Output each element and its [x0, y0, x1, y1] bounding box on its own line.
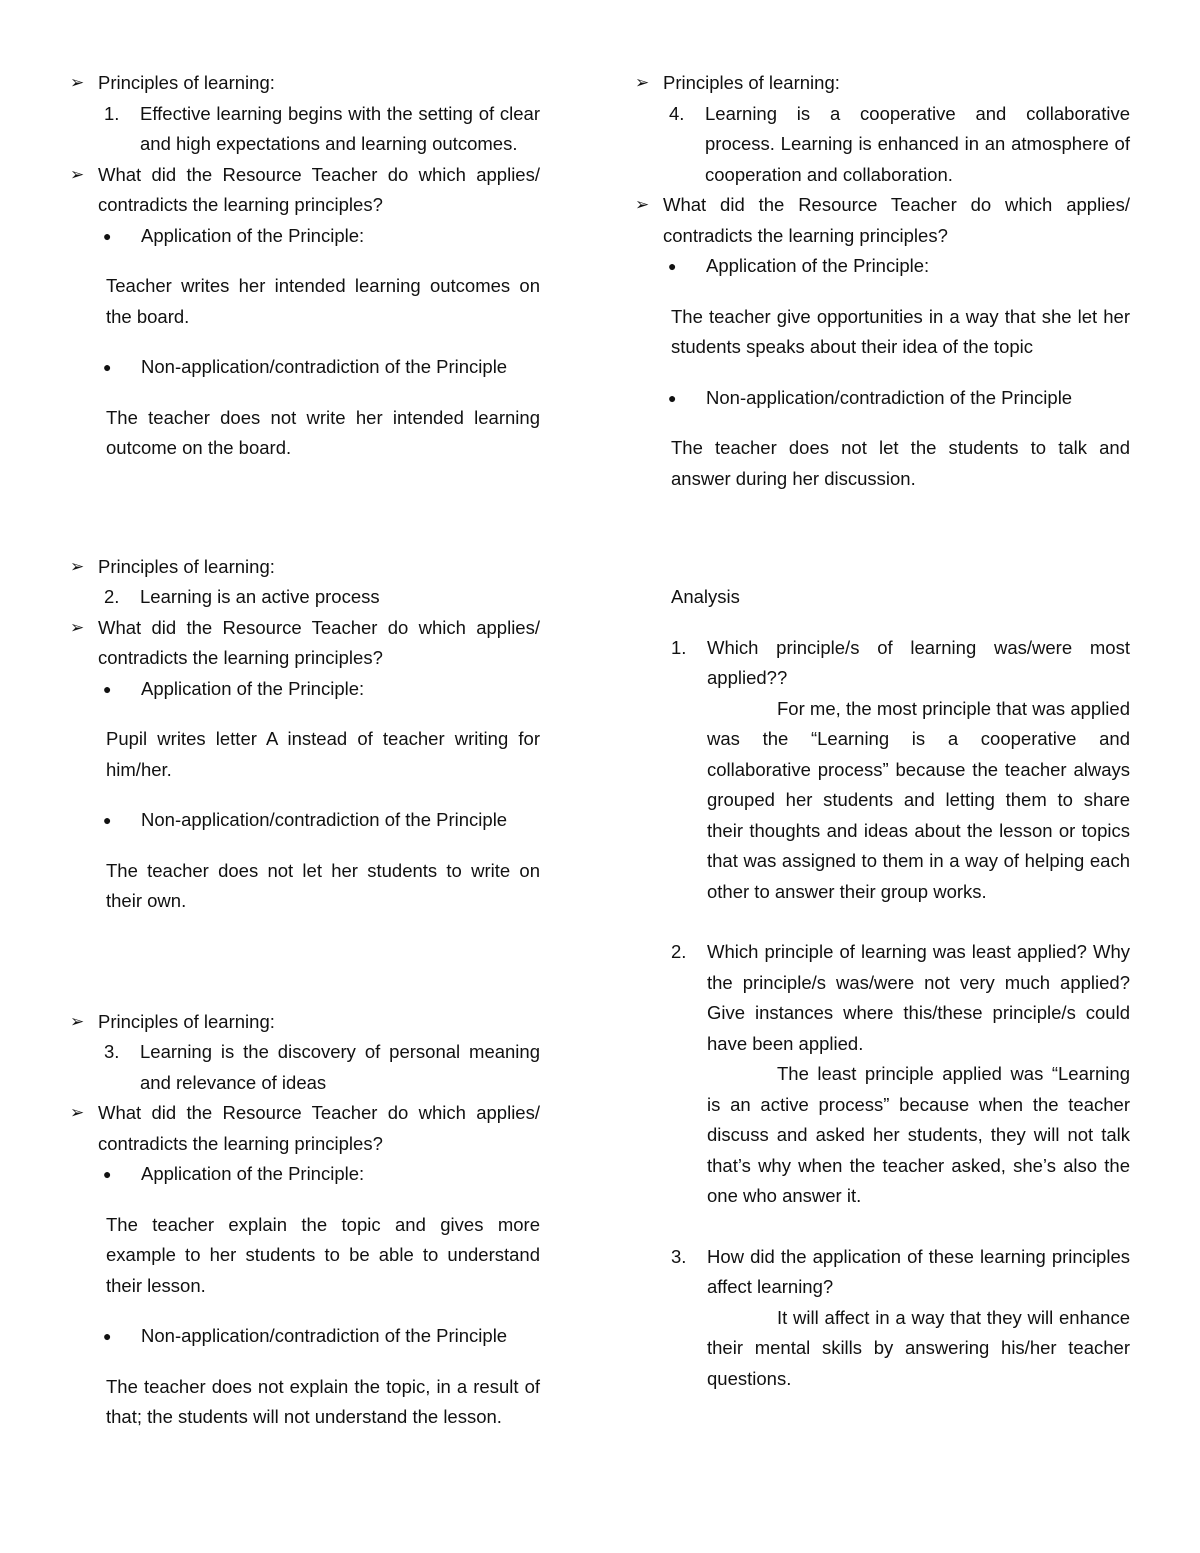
analysis-item-1	[635, 633, 1130, 908]
arrow-bullet-icon: ➢	[70, 1103, 85, 1122]
application-label-row	[70, 674, 540, 705]
principle-heading: Principles of learning:	[663, 72, 840, 93]
principle-text: Learning is the discovery of personal meaning and relevance of ideas	[140, 1041, 540, 1093]
question-text: What did the Resource Teacher do which applies/ contradicts the learning principles?	[663, 194, 1130, 246]
principle-number: 4.	[669, 102, 685, 124]
analysis-question: Which principle/s of learning was/were most applied??	[707, 636, 1130, 688]
principle-text: Learning is a cooperative and collaborative process. Learning is enhanced in an atmosphere of cooperation and collaboration.	[705, 102, 1130, 185]
principle-heading: Principles of learning:	[98, 1010, 275, 1032]
question-row	[70, 160, 540, 221]
non-application-label: Non-application/contradiction of the Principle	[141, 356, 508, 377]
non-application-label-row	[70, 805, 540, 836]
non-application-label-row	[635, 383, 1130, 414]
application-label: Application of the Principle:	[141, 224, 365, 246]
application-label-row	[70, 221, 540, 252]
principle-text: Effective learning begins with the setting of clear and high expectations and learning outcomes.	[140, 102, 540, 154]
principle-heading-row	[635, 68, 1130, 99]
application-text: Teacher writes her intended learning outcomes on the board.	[106, 275, 540, 327]
non-application-text: The teacher does not write her intended learning outcome on the board.	[106, 406, 540, 458]
analysis-item-2	[635, 937, 1130, 1212]
non-application-label: Non-application/contradiction of the Principle	[141, 1325, 508, 1346]
principle-item	[70, 582, 540, 613]
arrow-bullet-icon: ➢	[70, 73, 85, 92]
right-column	[635, 68, 1130, 1424]
principle-number: 2.	[104, 586, 120, 607]
principle-heading-row	[70, 68, 540, 99]
question-row	[70, 613, 540, 674]
principle-item	[70, 99, 540, 160]
application-text: The teacher explain the topic and gives more example to her students to be able to understand their lesson.	[106, 1213, 540, 1296]
arrow-bullet-icon: ➢	[70, 1011, 85, 1031]
principle-heading-row	[70, 1007, 540, 1038]
question-row	[635, 190, 1130, 251]
principle-number: 3.	[104, 1041, 120, 1062]
analysis-answer: For me, the most principle that was applied was the “Learning is a cooperative and collaborative process” because the teacher always grouped her students and letting them to share their thoughts and ideas about the lesson or topics that was assigned to them in a way of helping each other to answer their group works.	[707, 697, 1130, 902]
dot-bullet-icon: ●	[668, 258, 677, 274]
arrow-bullet-icon: ➢	[635, 195, 650, 214]
principle-item	[70, 1037, 540, 1098]
dot-bullet-icon: ●	[103, 1328, 112, 1344]
analysis-question: How did the application of these learning principles affect learning?	[707, 1245, 1130, 1297]
left-column	[70, 68, 540, 1453]
question-text: What did the Resource Teacher do which applies/ contradicts the learning principles?	[98, 616, 540, 668]
principle-number: 1.	[104, 102, 120, 124]
dot-bullet-icon: ●	[103, 812, 112, 828]
non-application-label: Non-application/contradiction of the Principle	[706, 386, 1073, 408]
principle-heading: Principles of learning:	[98, 72, 275, 93]
analysis-title: Analysis	[671, 586, 740, 607]
application-label: Application of the Principle:	[141, 1163, 365, 1184]
principle-section-4	[635, 68, 1130, 494]
application-label-row	[70, 1159, 540, 1190]
analysis-number: 2.	[671, 941, 687, 962]
analysis-body	[707, 633, 1130, 908]
non-application-text: The teacher does not explain the topic, in a result of that; the students will not understand the lesson.	[106, 1375, 540, 1427]
dot-bullet-icon: ●	[103, 227, 112, 244]
analysis-body	[707, 1242, 1130, 1395]
arrow-bullet-icon: ➢	[635, 73, 650, 92]
application-label-row	[635, 251, 1130, 282]
section-spacer	[70, 484, 540, 552]
principle-section-2	[70, 552, 540, 917]
section-spacer	[70, 937, 540, 1007]
analysis-body	[707, 937, 1130, 1212]
dot-bullet-icon: ●	[668, 389, 677, 406]
application-text: The teacher give opportunities in a way that she let her students speaks about their idea of the topic	[671, 305, 1130, 357]
analysis-item-3	[635, 1242, 1130, 1395]
principle-item	[635, 99, 1130, 191]
arrow-bullet-icon: ➢	[70, 556, 85, 576]
dot-bullet-icon: ●	[103, 1166, 112, 1182]
principle-heading-row	[70, 552, 540, 583]
non-application-label: Non-application/contradiction of the Principle	[141, 809, 508, 830]
application-text: Pupil writes letter A instead of teacher writing for him/her.	[106, 728, 540, 780]
application-label: Application of the Principle:	[141, 677, 365, 699]
dot-bullet-icon: ●	[103, 359, 112, 375]
analysis-number: 3.	[671, 1245, 687, 1267]
question-text: What did the Resource Teacher do which applies/ contradicts the learning principles?	[98, 163, 540, 215]
analysis-section	[635, 582, 1130, 1394]
arrow-bullet-icon: ➢	[70, 164, 85, 184]
analysis-question: Which principle of learning was least applied? Why the principle/s was/were not very much applied? Give instances where this/these principle/s could have been applied.	[707, 941, 1130, 1054]
non-application-label-row	[70, 352, 540, 383]
non-application-text: The teacher does not let the students to talk and answer during her discussion.	[671, 437, 1130, 489]
principle-section-3	[70, 1007, 540, 1433]
section-spacer	[635, 514, 1130, 582]
analysis-answer: The least principle applied was “Learning is an active process” because when the teacher discuss and asked her students, they will not talk that’s why when the teacher asked, she’s also the one who answer it.	[707, 1063, 1130, 1206]
arrow-bullet-icon: ➢	[70, 617, 85, 637]
application-label: Application of the Principle:	[706, 255, 930, 276]
dot-bullet-icon: ●	[103, 680, 112, 697]
principle-section-1	[70, 68, 540, 464]
principle-heading: Principles of learning:	[98, 555, 275, 577]
analysis-number: 1.	[671, 636, 687, 658]
analysis-answer: It will affect in a way that they will enhance their mental skills by answering his/her teacher questions.	[707, 1306, 1130, 1389]
principle-text: Learning is an active process	[140, 586, 380, 607]
question-row	[70, 1098, 540, 1159]
non-application-label-row	[70, 1321, 540, 1352]
question-text: What did the Resource Teacher do which applies/ contradicts the learning principles?	[98, 1102, 540, 1154]
non-application-text: The teacher does not let her students to write on their own.	[106, 859, 540, 911]
